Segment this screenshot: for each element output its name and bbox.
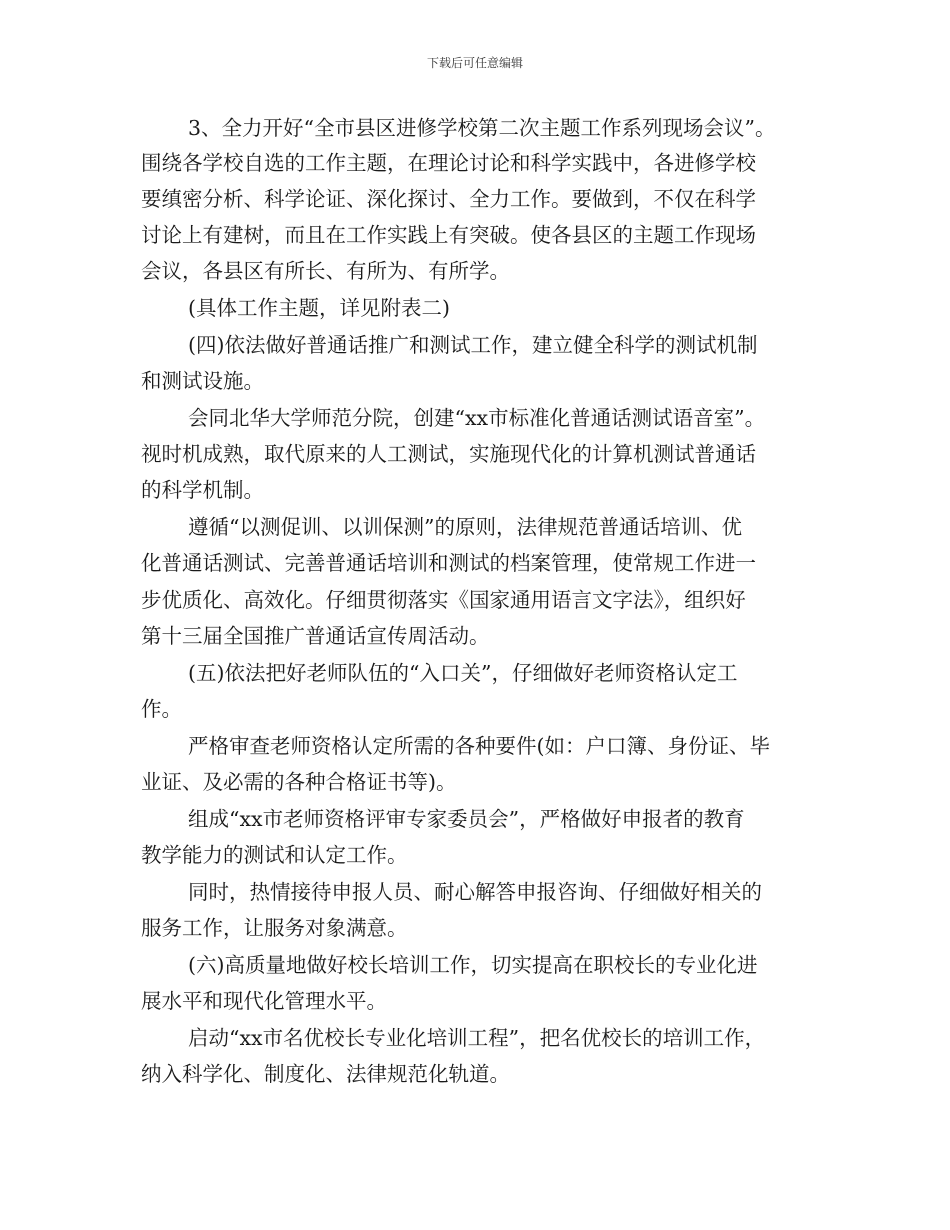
body-line: 化普通话测试、完善普通话培训和测试的档案管理，使常规工作进一 — [141, 551, 756, 575]
body-line: 启动“xx市名优校长专业化培训工程”，把名优校长的培训工作， — [188, 1026, 766, 1050]
body-line: 会议，各县区有所长、有所为、有所学。 — [141, 259, 510, 283]
body-line: 会同北华大学师范分院，创建“xx市标准化普通话测试语音室”。 — [188, 406, 766, 430]
body-line: 遵循“以测促训、以训保测”的原则，法律规范普通话培训、优 — [188, 515, 742, 539]
body-line: 视时机成熟，取代原来的人工测试，实施现代化的计算机测试普通话 — [141, 442, 756, 466]
body-line: 同时，热情接待申报人员、耐心解答申报咨询、仔细做好相关的 — [188, 880, 762, 904]
page-header: 下载后可任意编辑 — [426, 56, 523, 70]
body-line: 纳入科学化、制度化、法律规范化轨道。 — [141, 1062, 510, 1086]
body-line: 作。 — [141, 697, 182, 721]
body-line: 展水平和现代化管理水平。 — [141, 989, 387, 1013]
body-line: 的科学机制。 — [141, 478, 264, 502]
body-line: 第十三届全国推广普通话宣传周活动。 — [141, 624, 490, 648]
section-heading: (六)高质量地做好校长培训工作，切实提高在职校长的专业化进 — [188, 953, 758, 977]
body-line: 教学能力的测试和认定工作。 — [141, 843, 408, 867]
body-line: 讨论上有建树，而且在工作实践上有突破。使各县区的主题工作现场 — [141, 223, 756, 247]
body-line: 围绕各学校自选的工作主题，在理论讨论和科学实践中，各进修学校 — [141, 151, 756, 175]
body-line: 和测试设施。 — [141, 369, 264, 393]
body-line: 组成“xx市老师资格评审专家委员会”，严格做好申报者的教育 — [188, 807, 745, 831]
body-line: 服务工作，让服务对象满意。 — [141, 916, 408, 940]
section-heading: (四)依法做好普通话推广和测试工作，建立健全科学的测试机制 — [188, 333, 758, 357]
body-line: (具体工作主题，详见附表二) — [188, 296, 450, 320]
body-line: 要缜密分析、科学论证、深化探讨、全力工作。要做到，不仅在科学 — [141, 187, 756, 211]
section-heading: (五)依法把好老师队伍的“入口关”，仔细做好老师资格认定工 — [188, 661, 738, 685]
body-line: 3、全力开好“全市县区进修学校第二次主题工作系列现场会议”。 — [188, 116, 776, 140]
body-line: 步优质化、高效化。仔细贯彻落实《国家通用语言文字法》，组织好 — [141, 588, 746, 612]
body-line: 业证、及必需的各种合格证书等)。 — [141, 770, 457, 794]
body-line: 严格审查老师资格认定所需的各种要件(如：户口簿、身份证、毕 — [188, 734, 770, 758]
